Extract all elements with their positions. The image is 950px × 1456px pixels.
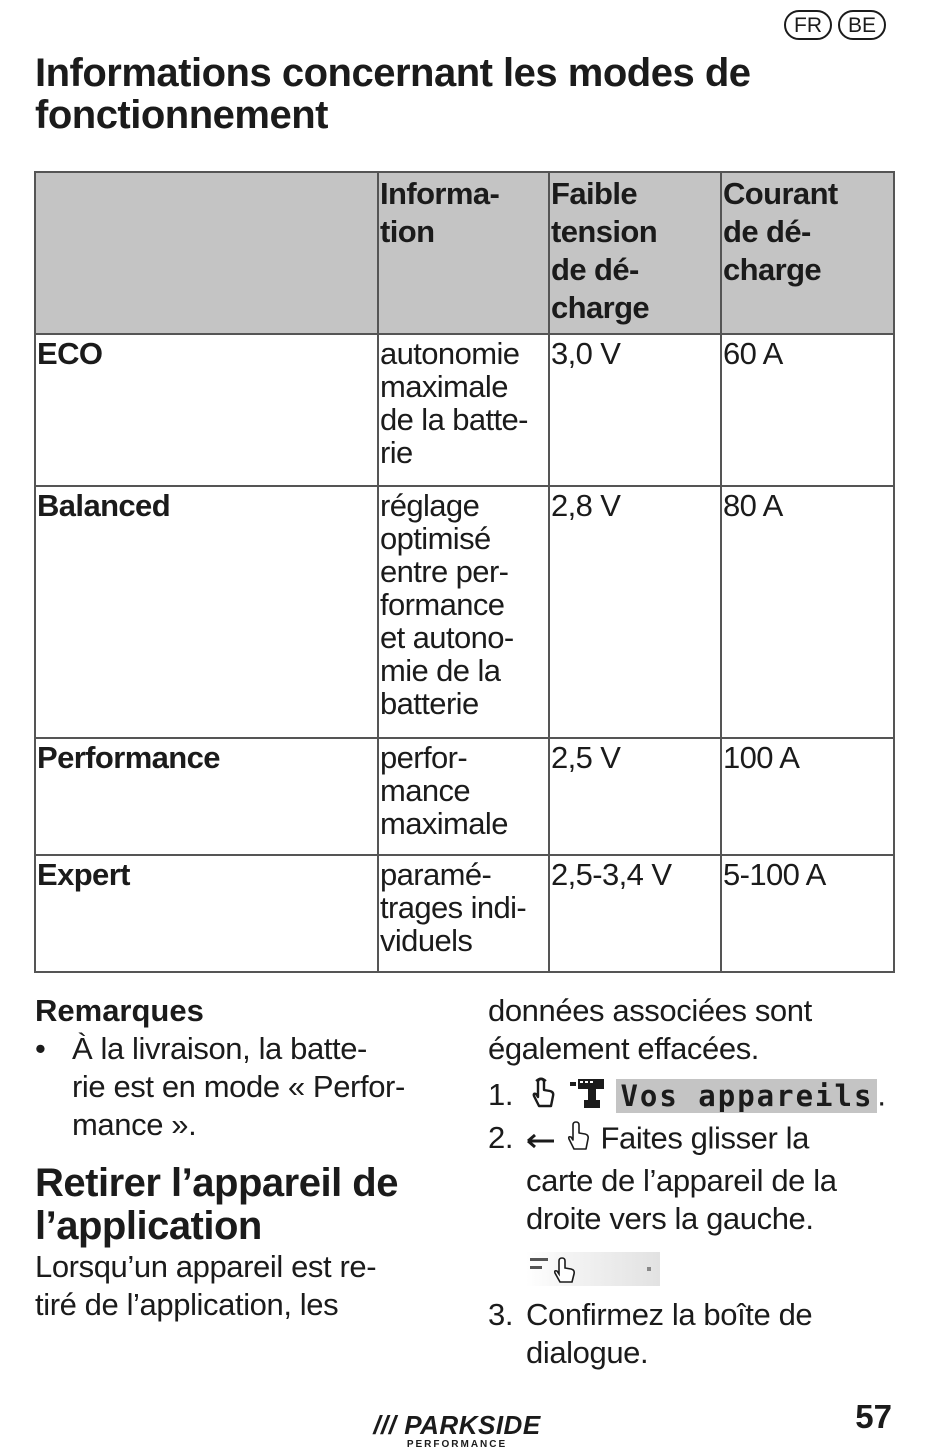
info-cell: autonomie maximale de la batte- rie <box>378 334 549 486</box>
brand-name: /// PARKSIDE <box>373 1410 541 1440</box>
remove-intro: Lorsqu’un appareil est re- tiré de l’application, les <box>35 1249 377 1322</box>
remarks-bullet: • À la livraison, la batte- rie est en mode « Perfor- mance ». <box>35 1031 405 1142</box>
current-cell: 5-100 A <box>721 855 894 972</box>
tap-hand-icon <box>526 1076 560 1119</box>
page-title: Informations concernant les modes de fonctionnement <box>35 51 751 137</box>
current-cell: 100 A <box>721 738 894 855</box>
step-2: 2. Faites glisser la carte de l’appareil de la droite vers la gauche. <box>488 1120 837 1236</box>
drill-icon <box>568 1076 608 1119</box>
right-column <box>488 992 908 1372</box>
swipe-card-illustration <box>526 1252 660 1286</box>
info-cell: perfor- mance maximale <box>378 738 549 855</box>
header-info: Informa- tion <box>378 172 549 334</box>
table-row <box>35 855 894 972</box>
bullet-dot: • <box>35 1031 46 1066</box>
info-cell: réglage optimisé entre per- formance et autono- mie de la batterie <box>378 486 549 738</box>
page-number: 57 <box>855 1398 892 1435</box>
table-row <box>35 486 894 738</box>
voltage-cell: 2,8 V <box>549 486 721 738</box>
lang-badge-be: BE <box>838 10 886 40</box>
table-row <box>35 738 894 855</box>
step-1: 1. Vos appareils . <box>488 1076 908 1119</box>
parkside-logo <box>372 1410 542 1450</box>
mode-cell: ECO <box>35 334 378 486</box>
left-column <box>35 992 455 1324</box>
mode-cell: Performance <box>35 738 378 855</box>
header-current: Courant de dé- charge <box>721 172 894 334</box>
mode-cell: Balanced <box>35 486 378 738</box>
swipe-hand-icon <box>564 1119 592 1162</box>
step-number: 2. <box>488 1120 514 1155</box>
mode-cell: Expert <box>35 855 378 972</box>
language-badges <box>784 10 886 40</box>
brand-slashes-icon: /// <box>373 1410 397 1440</box>
remarks-title: Remarques <box>35 993 204 1028</box>
info-cell: paramé- trages indi- viduels <box>378 855 549 972</box>
header-voltage: Faible tension de dé- charge <box>549 172 721 334</box>
step-3: 3. Confirmez la boîte de dialogue. <box>488 1297 813 1370</box>
remove-section-title: Retirer l’appareil de l’application <box>35 1161 398 1248</box>
current-cell: 60 A <box>721 334 894 486</box>
step-number: 1. <box>488 1077 514 1112</box>
modes-table <box>34 171 895 973</box>
lang-badge-fr: FR <box>784 10 832 40</box>
table-header-row <box>35 172 894 334</box>
step-number: 3. <box>488 1297 514 1332</box>
voltage-cell: 3,0 V <box>549 334 721 486</box>
brand-subtitle: PERFORMANCE <box>406 1439 508 1450</box>
swipe-left-arrow-icon <box>526 1122 556 1160</box>
current-cell: 80 A <box>721 486 894 738</box>
voltage-cell: 2,5-3,4 V <box>549 855 721 972</box>
header-mode <box>35 172 378 334</box>
remove-intro-continued: données associées sont également effacées. <box>488 993 812 1066</box>
your-devices-label: Vos appareils <box>616 1079 877 1113</box>
table-row <box>35 334 894 486</box>
voltage-cell: 2,5 V <box>549 738 721 855</box>
